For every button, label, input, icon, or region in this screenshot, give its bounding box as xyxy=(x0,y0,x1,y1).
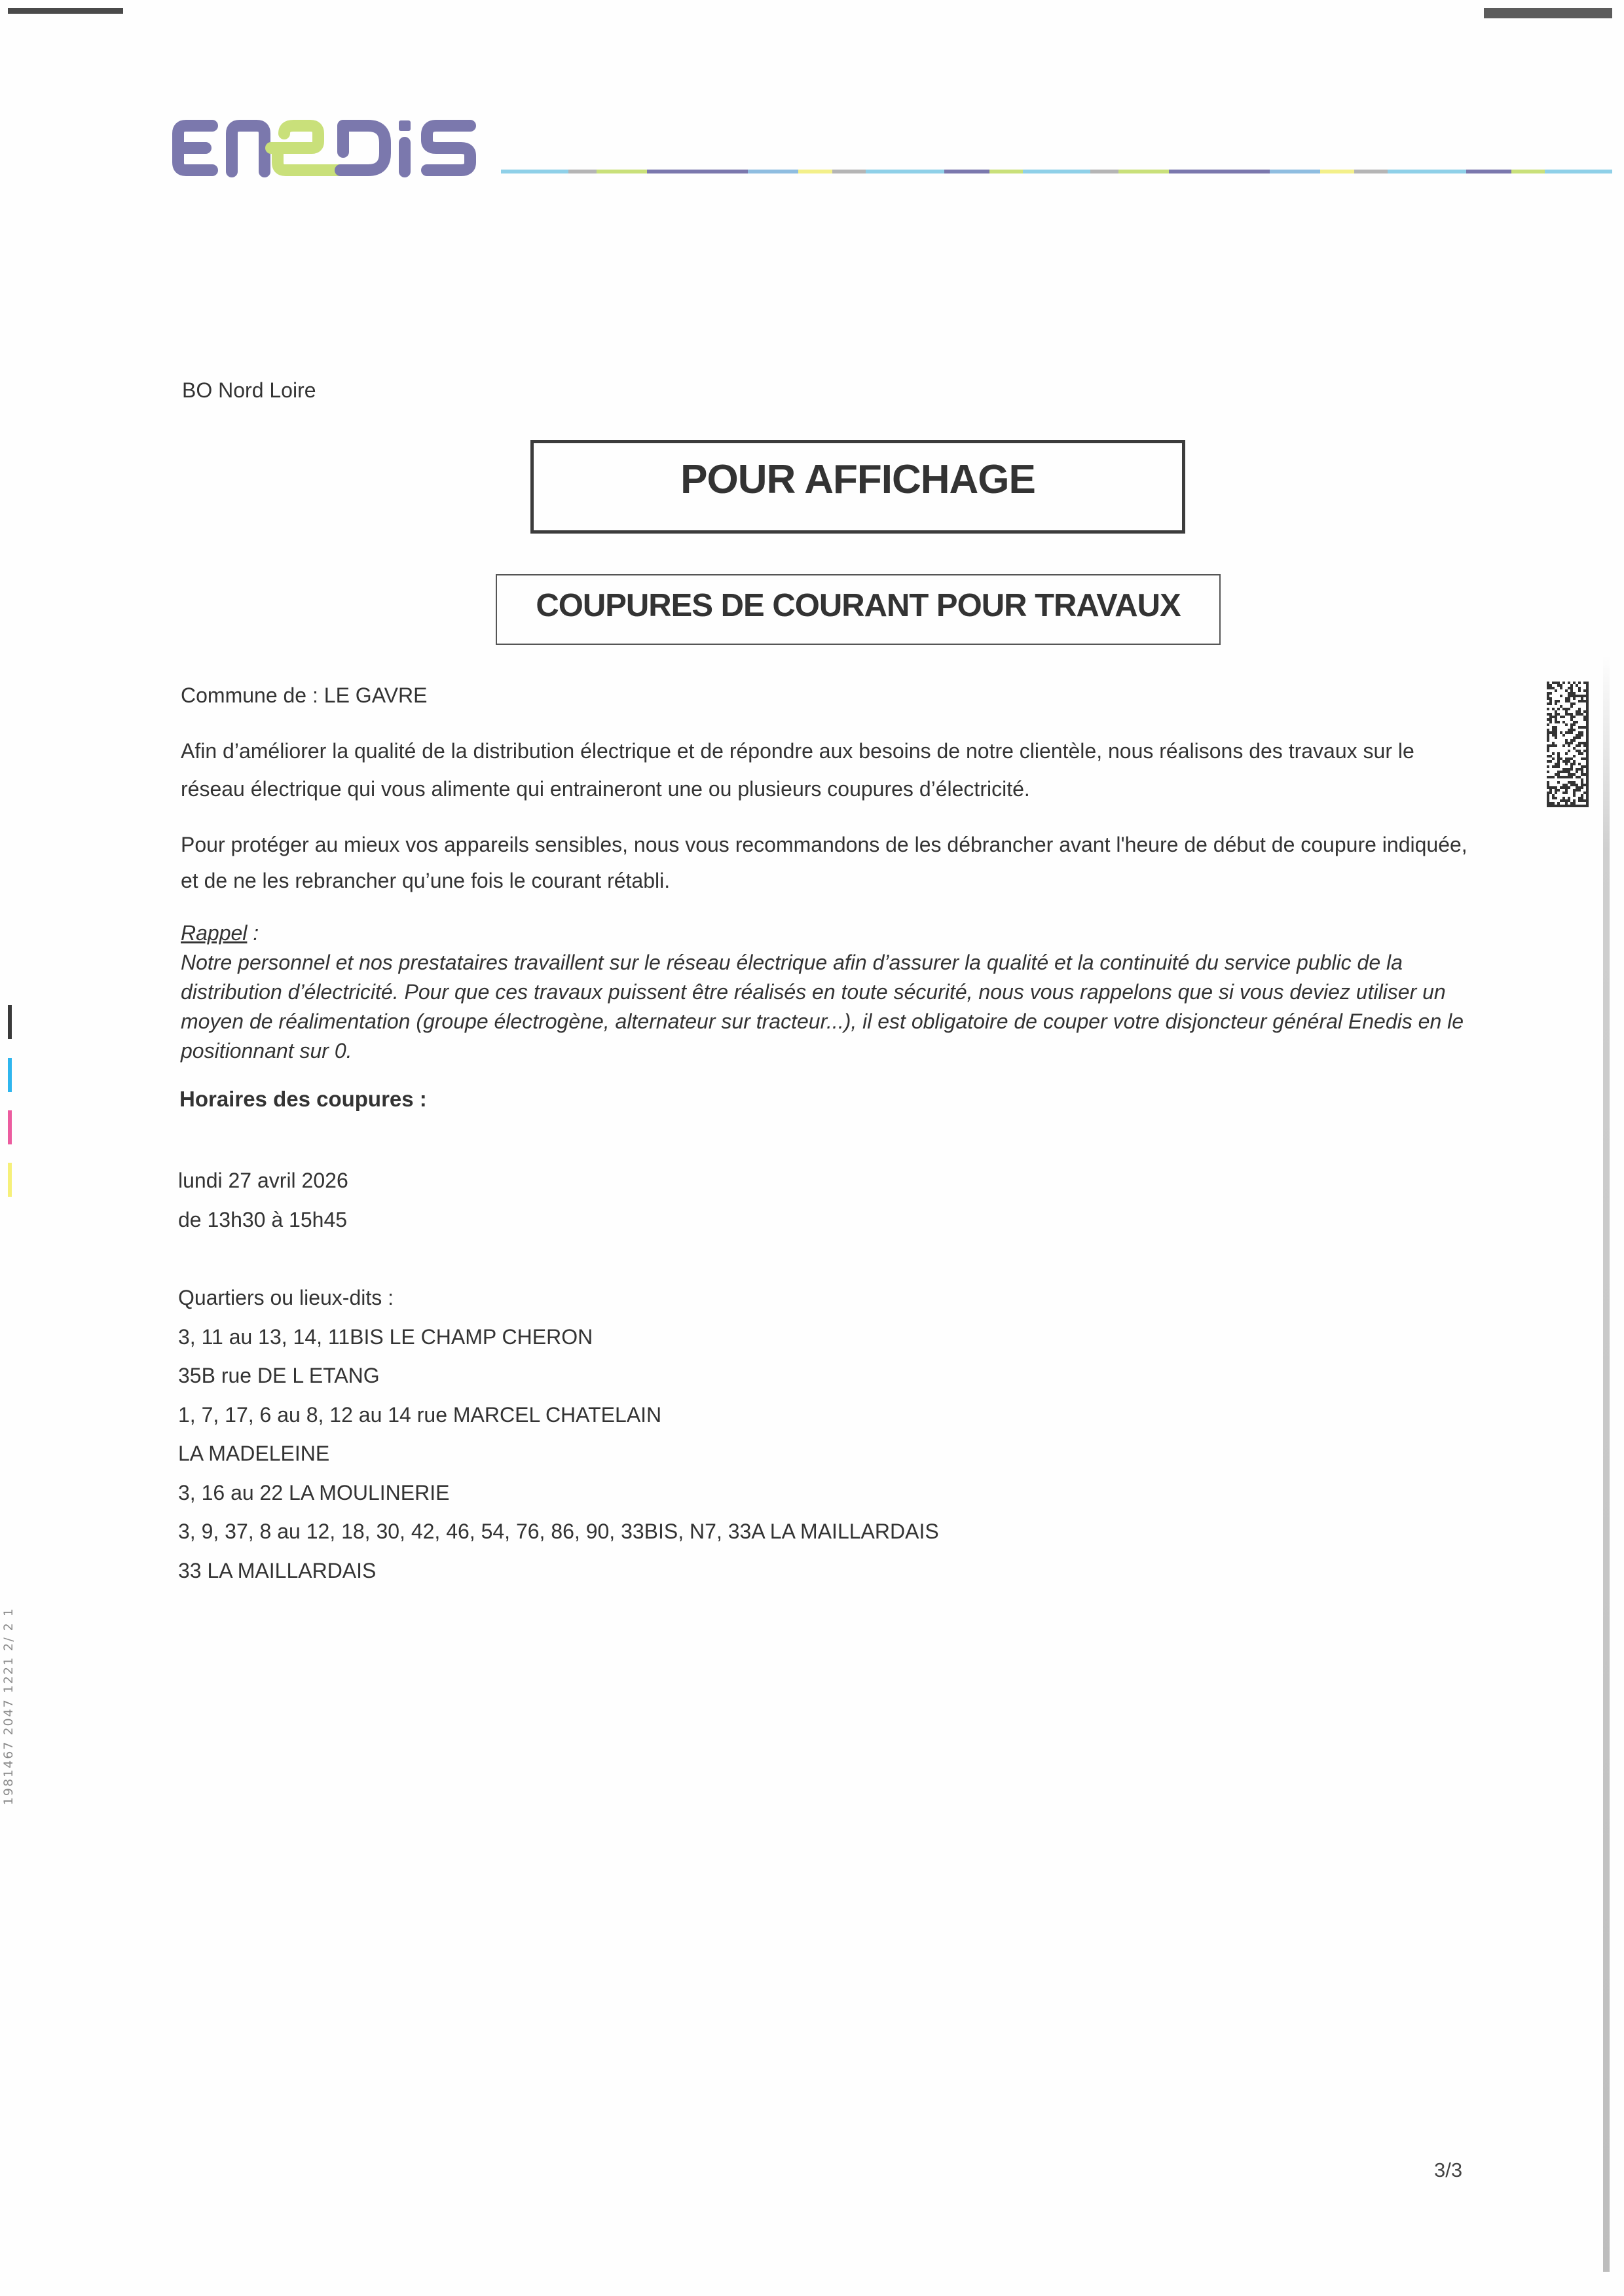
header-line-segment xyxy=(1320,170,1354,173)
rappel-block xyxy=(181,919,1464,1066)
header-line-segment xyxy=(1388,170,1466,173)
list-item: 1, 7, 17, 6 au 8, 12 au 14 rue MARCEL CHATELAIN xyxy=(178,1402,662,1427)
schedule-heading: Horaires des coupures : xyxy=(179,1087,427,1111)
enedis-logo-icon xyxy=(172,117,479,179)
intro-paragraph: Afin d’améliorer la qualité de la distribution électrique et de répondre aux besoins de notre clientèle, nous réalisons des travaux sur le réseau électrique qui vous alimente qui entraineront une ou plusieurs coupures d’électricité. xyxy=(181,739,1414,801)
sender-office: BO Nord Loire xyxy=(182,378,316,402)
scanner-mark-top-right xyxy=(1484,8,1612,18)
page-edge-shadow xyxy=(1603,655,1610,2272)
registration-mark-cyan xyxy=(8,1058,12,1092)
header-line-segment xyxy=(1118,170,1169,173)
rappel-label: Rappel xyxy=(181,921,248,945)
commune-line: Commune de : LE GAVRE xyxy=(181,683,428,707)
outage-time: de 13h30 à 15h45 xyxy=(178,1208,348,1231)
banner-coupures xyxy=(496,574,1221,645)
header-line-segment xyxy=(1270,170,1320,173)
list-item: 3, 16 au 22 LA MOULINERIE xyxy=(178,1480,450,1504)
registration-mark-yellow xyxy=(8,1163,12,1197)
header-line-segment xyxy=(748,170,798,173)
header-line-segment xyxy=(1466,170,1511,173)
header-line-segment xyxy=(989,170,1023,173)
datamatrix-barcode-icon xyxy=(1547,681,1589,808)
header-decorative-line xyxy=(501,170,1612,173)
outage-date: lundi 27 avril 2026 xyxy=(178,1169,348,1192)
header-line-segment xyxy=(1354,170,1388,173)
enedis-logo xyxy=(172,117,479,179)
banner-subtitle: COUPURES DE COURANT POUR TRAVAUX xyxy=(536,588,1181,623)
header-line-segment xyxy=(1023,170,1090,173)
side-reference-code: 1981467 2047 1221 2/ 2 1 xyxy=(1,1607,16,1806)
banner-pour-affichage xyxy=(530,440,1185,534)
header-line-segment xyxy=(1545,170,1612,173)
outage-schedule xyxy=(178,1161,348,1239)
header-line-segment xyxy=(1169,170,1270,173)
header-line-segment xyxy=(1511,170,1545,173)
rappel-label-suffix: : xyxy=(247,921,259,945)
header-line-segment xyxy=(647,170,748,173)
list-item: 3, 9, 37, 8 au 12, 18, 30, 42, 46, 54, 76, 86, 90, 33BIS, N7, 33A LA MAILLARDAIS xyxy=(178,1520,939,1543)
header-line-segment xyxy=(866,170,944,173)
places-heading: Quartiers ou lieux-dits : xyxy=(178,1286,394,1309)
header-line-segment xyxy=(944,170,989,173)
advice-paragraph: Pour protéger au mieux vos appareils sensibles, nous vous recommandons de les débrancher avant l'heure de début de coupure indiquée, et de ne les rebrancher qu’une fois le courant rétabli. xyxy=(181,833,1467,892)
registration-mark-magenta xyxy=(8,1110,12,1144)
scanner-mark-top-left xyxy=(8,8,123,14)
page-number: 3/3 xyxy=(1434,2159,1463,2181)
list-item: 3, 11 au 13, 14, 11BIS LE CHAMP CHERON xyxy=(178,1324,593,1349)
header-line-segment xyxy=(1090,170,1118,173)
header-line-segment xyxy=(568,170,597,173)
header-line-segment xyxy=(597,170,647,173)
header-line-segment xyxy=(832,170,866,173)
list-item: 35B rue DE L ETANG xyxy=(178,1364,380,1387)
rappel-text: Notre personnel et nos prestataires travaillent sur le réseau électrique afin d’assurer la qualité et la continuité du service public de la distribution d’électricité. Pour que ces travaux puissent être réalisés en toute sécurité, nous vous rappelons que si vous deviez utiliser un moyen de réalimentation (groupe électrogène, alternateur sur tracteur...), il est obligatoire de couper votre disjoncteur général Enedis en le positionnant sur 0. xyxy=(181,951,1464,1063)
header-line-segment xyxy=(798,170,832,173)
header-line-segment xyxy=(501,170,568,173)
registration-mark-black xyxy=(8,1005,12,1039)
affected-places xyxy=(178,1279,939,1590)
banner-title: POUR AFFICHAGE xyxy=(680,457,1035,502)
rappel-heading xyxy=(181,919,1464,948)
list-item: LA MADELEINE xyxy=(178,1442,330,1465)
list-item: 33 LA MAILLARDAIS xyxy=(178,1558,377,1582)
